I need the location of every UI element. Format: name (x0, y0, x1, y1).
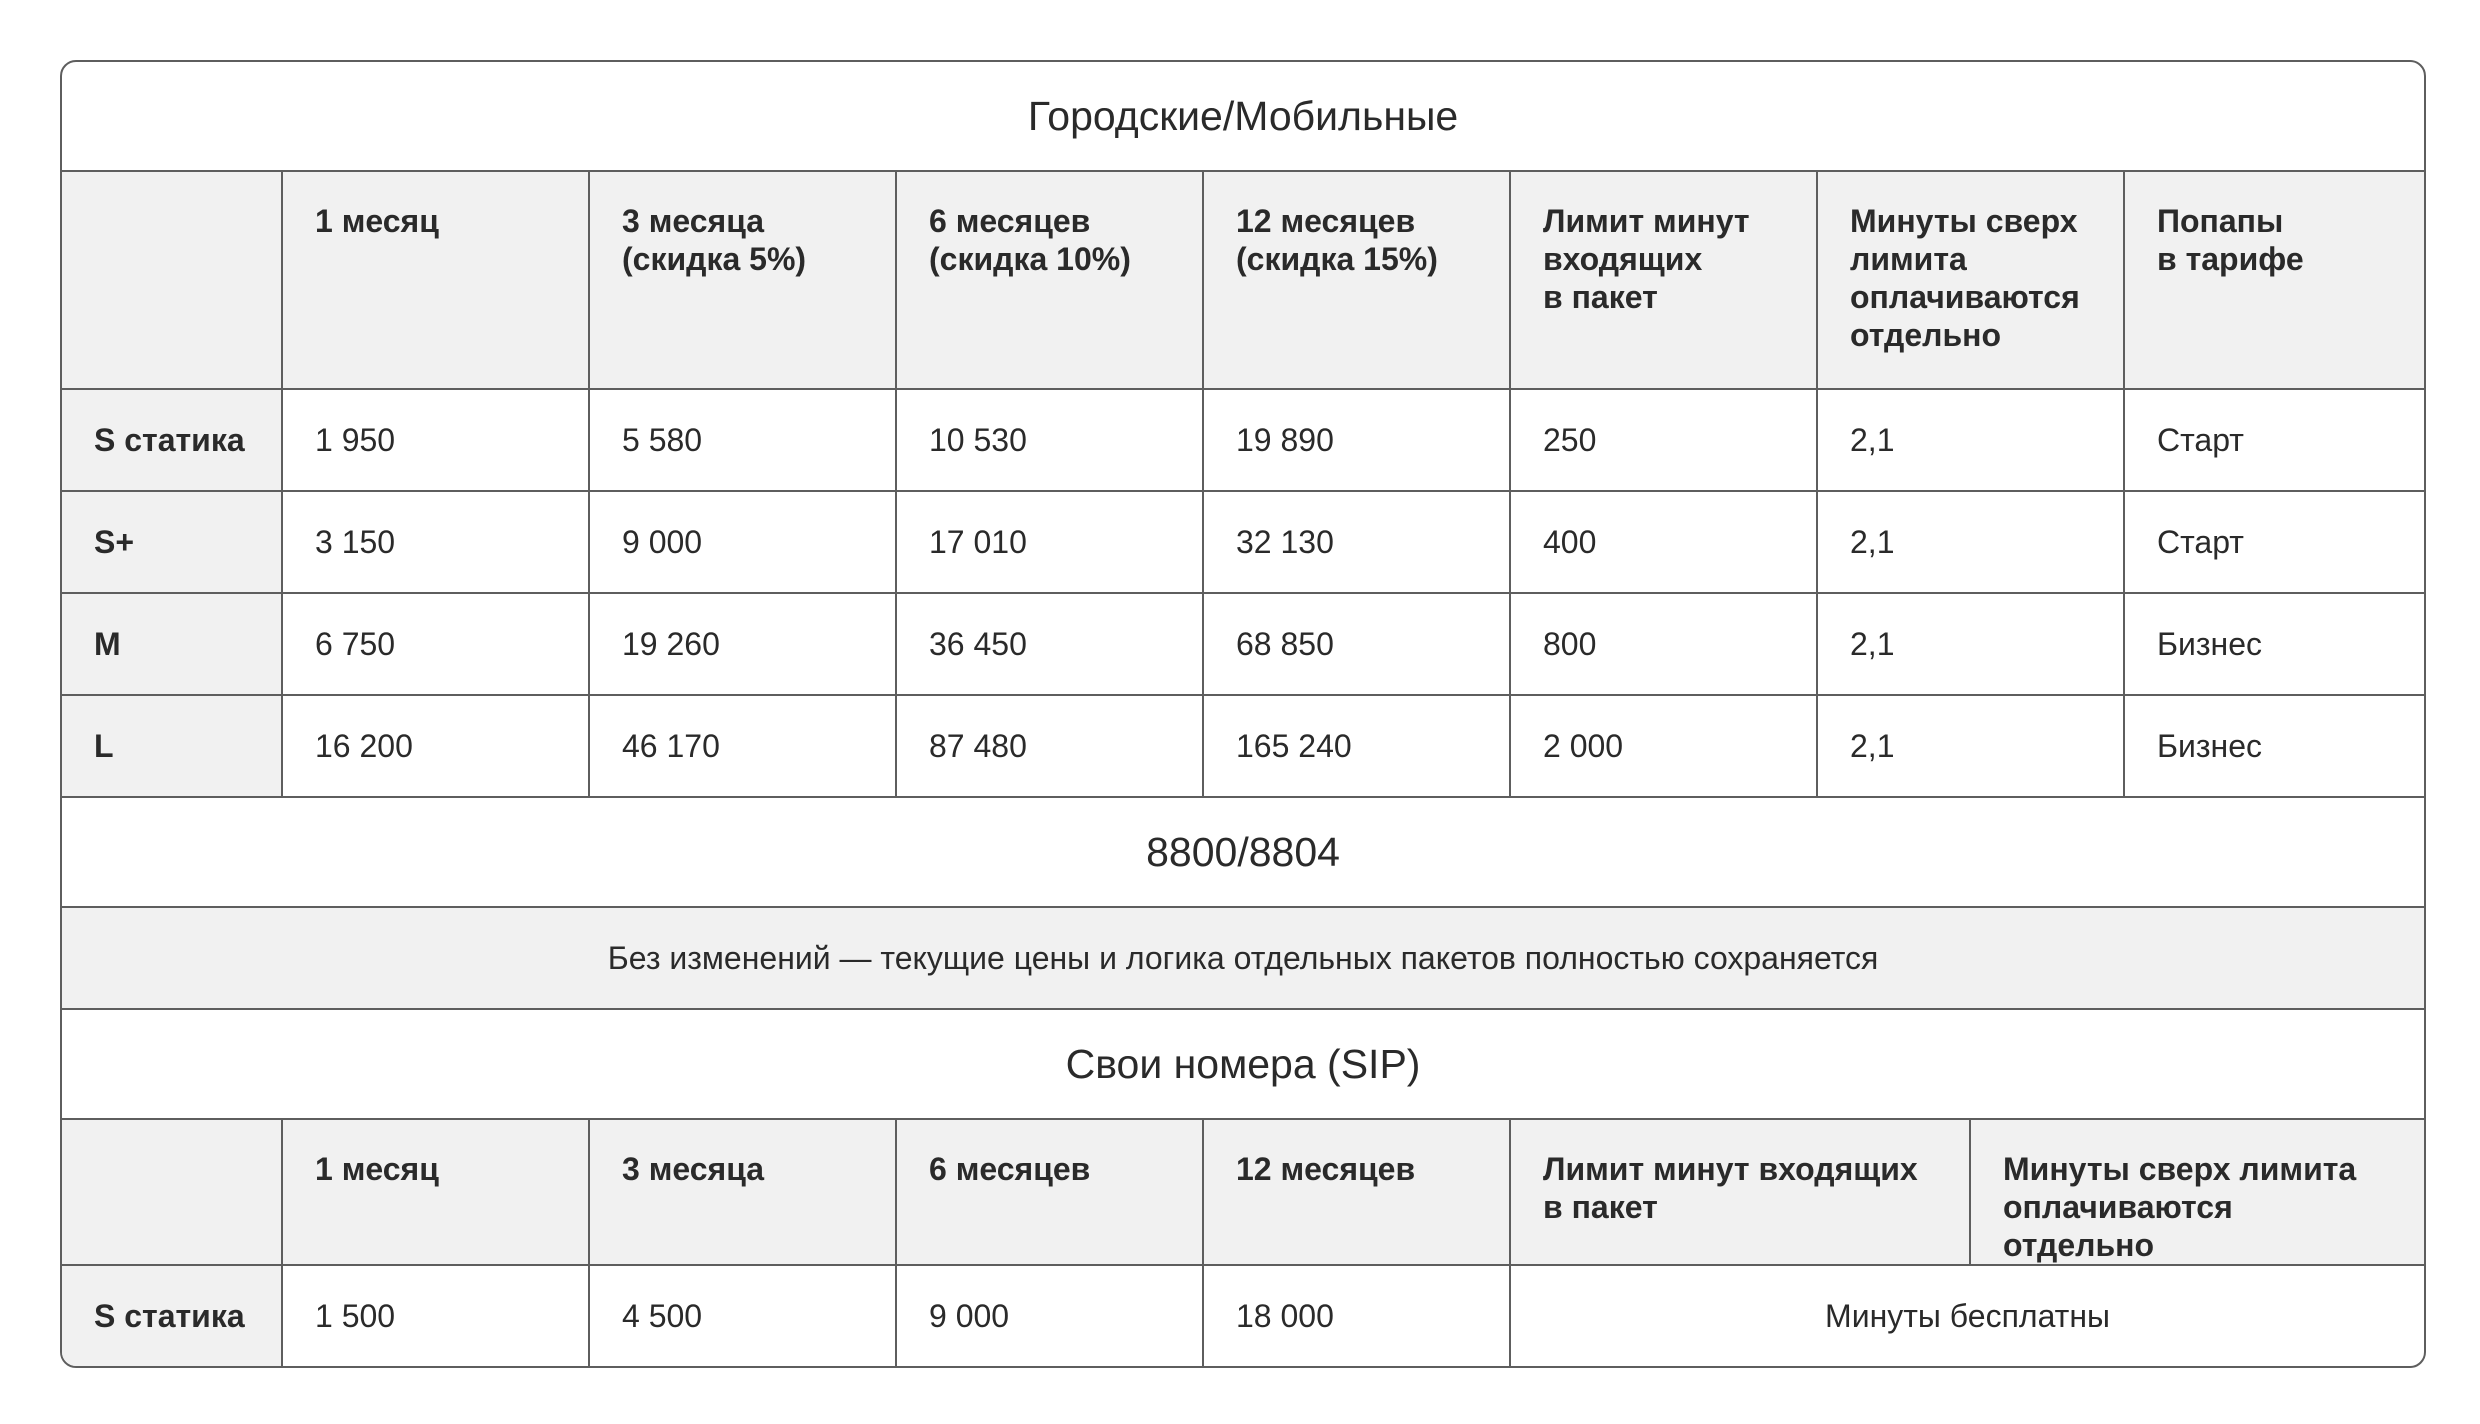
table-cell: 46 170 (589, 695, 896, 797)
table-cell: 1 500 (282, 1265, 589, 1366)
row-label: S+ (62, 491, 282, 593)
table-cell: Старт (2124, 389, 2424, 491)
table-row (62, 389, 2424, 491)
row-label: S статика (62, 1265, 282, 1366)
table-cell: 9 000 (589, 491, 896, 593)
table-cell: 2,1 (1817, 695, 2124, 797)
header-cell-12-months: 12 месяцев (скидка 15%) (1203, 171, 1510, 389)
table-cell: 165 240 (1203, 695, 1510, 797)
table-cell: 6 750 (282, 593, 589, 695)
table-cell: 4 500 (589, 1265, 896, 1366)
header-row (62, 171, 2424, 389)
section-note: Без изменений — текущие цены и логика отдельных пакетов полностью сохраняется (62, 907, 2424, 1009)
section-title-city-mobile: Городские/Мобильные (62, 62, 2424, 171)
sip-table (62, 1120, 2424, 1366)
table-cell: 250 (1510, 389, 1817, 491)
table-cell: Старт (2124, 491, 2424, 593)
header-cell-empty (62, 1120, 282, 1265)
section-title-8800: 8800/8804 (62, 797, 2424, 907)
header-cell-1-month: 1 месяц (282, 171, 589, 389)
header-cell-minutes-limit: Лимит минут входящих в пакет (1510, 1120, 1970, 1265)
table-cell: 800 (1510, 593, 1817, 695)
row-label: L (62, 695, 282, 797)
section-title-sip: Свои номера (SIP) (62, 1009, 2424, 1119)
table-cell: 2,1 (1817, 389, 2124, 491)
sip-subtable-wrapper (62, 1119, 2424, 1366)
table-cell: 10 530 (896, 389, 1203, 491)
pricing-table (62, 62, 2424, 1366)
header-cell-empty (62, 171, 282, 389)
row-label: M (62, 593, 282, 695)
header-cell-6-months: 6 месяцев (скидка 10%) (896, 171, 1203, 389)
table-cell: 87 480 (896, 695, 1203, 797)
header-cell-minutes-limit: Лимит минут входящих в пакет (1510, 171, 1817, 389)
table-cell: 19 890 (1203, 389, 1510, 491)
table-cell: 2,1 (1817, 593, 2124, 695)
table-row (62, 593, 2424, 695)
table-row (62, 695, 2424, 797)
table-cell: 5 580 (589, 389, 896, 491)
header-cell-1-month: 1 месяц (282, 1120, 589, 1265)
header-cell-12-months: 12 месяцев (1203, 1120, 1510, 1265)
pricing-table-card (60, 60, 2426, 1368)
free-minutes-cell: Минуты бесплатны (1510, 1265, 2424, 1366)
table-cell: 68 850 (1203, 593, 1510, 695)
header-cell-6-months: 6 месяцев (896, 1120, 1203, 1265)
table-cell: 2,1 (1817, 491, 2124, 593)
table-cell: 400 (1510, 491, 1817, 593)
table-cell: 19 260 (589, 593, 896, 695)
table-cell: Бизнес (2124, 593, 2424, 695)
table-cell: 9 000 (896, 1265, 1203, 1366)
header-cell-popups: Попапы в тарифе (2124, 171, 2424, 389)
table-cell: 36 450 (896, 593, 1203, 695)
table-cell: 32 130 (1203, 491, 1510, 593)
table-cell: 3 150 (282, 491, 589, 593)
table-row (62, 491, 2424, 593)
header-cell-3-months: 3 месяца (скидка 5%) (589, 171, 896, 389)
header-cell-extra-minutes: Минуты сверх лимита оплачиваются отдельно (1970, 1120, 2424, 1265)
row-label: S статика (62, 389, 282, 491)
header-cell-extra-minutes: Минуты сверх лимита оплачиваются отдельно (1817, 171, 2124, 389)
table-cell: 2 000 (1510, 695, 1817, 797)
table-cell: 16 200 (282, 695, 589, 797)
table-cell: Бизнес (2124, 695, 2424, 797)
table-cell: 18 000 (1203, 1265, 1510, 1366)
table-cell: 17 010 (896, 491, 1203, 593)
header-row (62, 1120, 2424, 1265)
header-cell-3-months: 3 месяца (589, 1120, 896, 1265)
table-cell: 1 950 (282, 389, 589, 491)
table-row (62, 1265, 2424, 1366)
